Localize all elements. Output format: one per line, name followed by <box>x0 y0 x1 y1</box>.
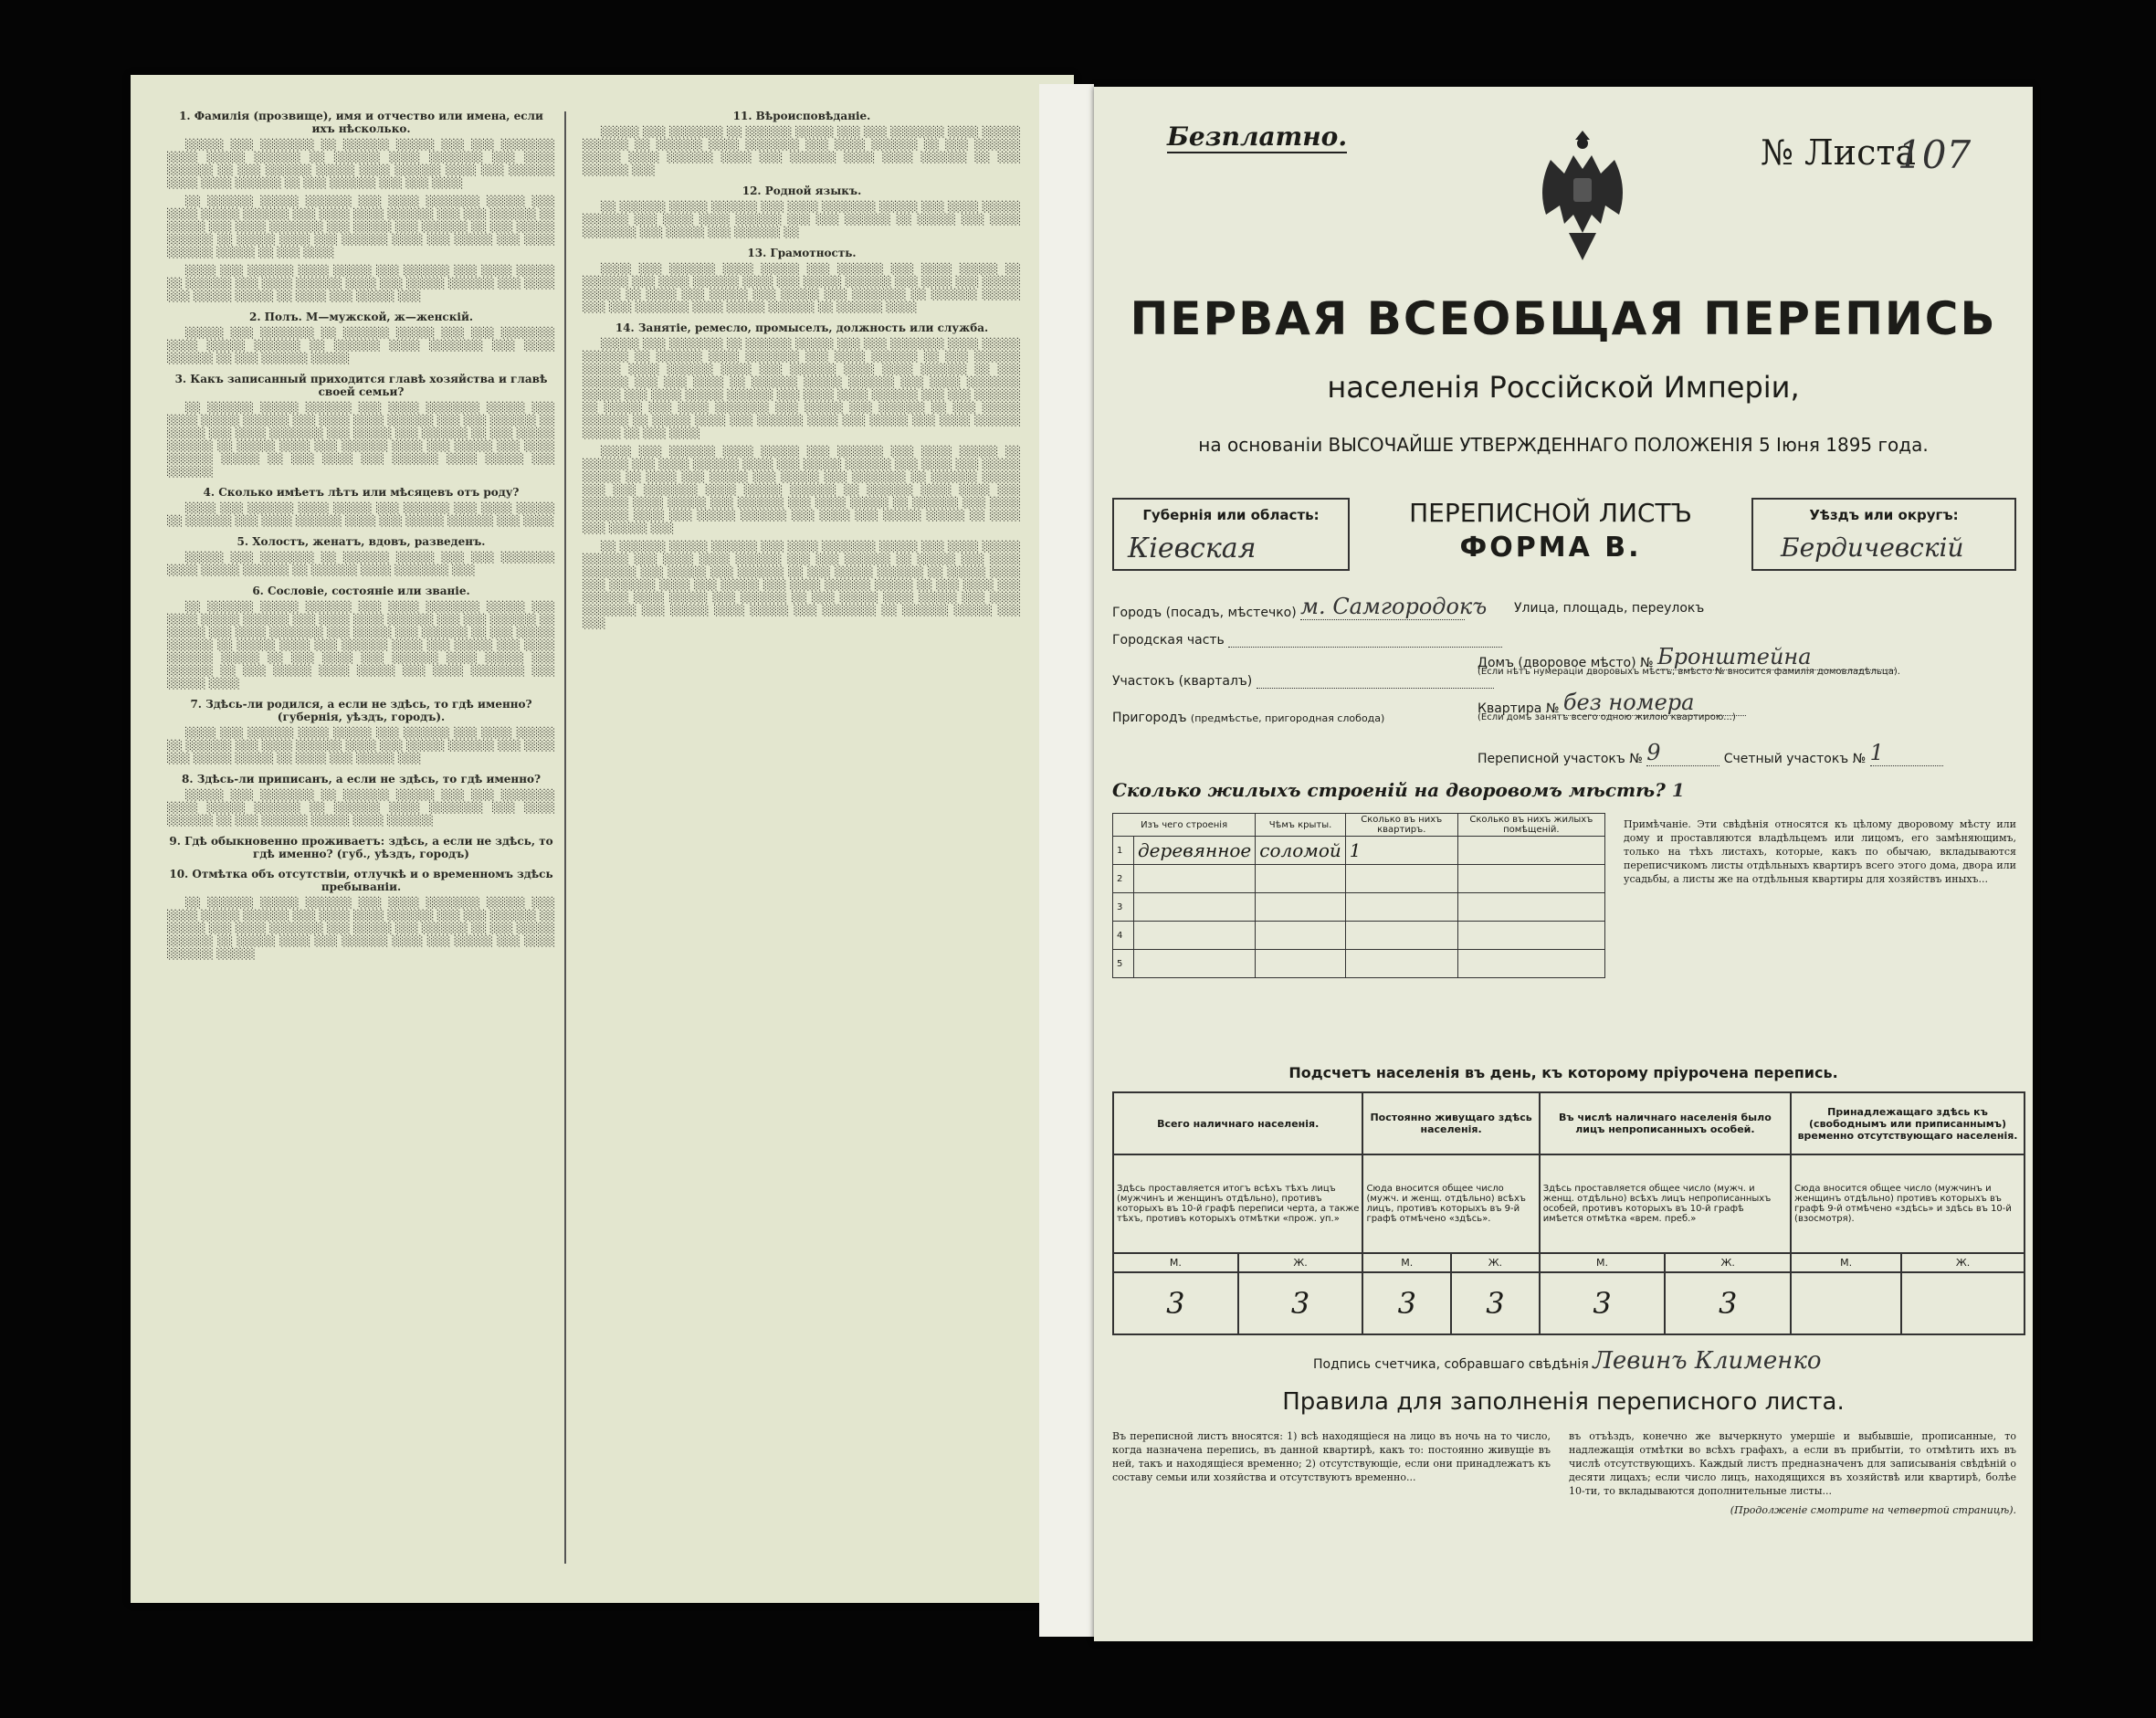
buildings-question <box>1112 779 1685 801</box>
section-heading: 2. Полъ. М—мужской, ж—женскій. <box>248 311 474 323</box>
census-title: ПЕРВАЯ ВСЕОБЩАЯ ПЕРЕПИСЬ <box>1130 292 1997 345</box>
section-heading: 11. Вѣроисповѣданіе. <box>732 110 871 122</box>
apartment-label: Квартира № <box>1478 701 1560 716</box>
suburb-field <box>1112 711 1384 725</box>
census-basis: на основаніи ВЫСОЧАЙШЕ УТВЕРЖДЕННАГО ПОЛОЖЕНІЯ 5 Іюня 1895 года. <box>1198 434 1929 456</box>
population-title: Подсчетъ населенія въ день, къ которому пріурочена перепись. <box>1288 1064 1838 1081</box>
section-heading: 14. Занятіе, ремесло, промыселъ, должность или служба. <box>615 321 989 334</box>
filler-text: ░░ ░░░░░░ ░░░░░ ░░░░░░ ░░░ ░░░░ ░░░░░░░ ░░░░░ ░░░ ░░░░ ░░░░░ ░░░░░░ ░░░ ░░░░ ░░░░ ░░░░░░ ░░░ ░░░ ░░░░░░ ░░ ░░░░░ ░░░ ░░░░ ░░░░░░░ ░░░ ░░░░░ ░░░ ░░░░░░ ░░ ░░░ ░░░░░ ░░░░░░ ░░ ░░░░░ ░░░░ ░░░ ░░░░░░ ░░░░ ░░░ ░░░░░ ░░░ ░░░░ ░░░░░░ ░░░░░ ░░ ░░░ ░░░░ ░░░ ░░░░░░ ░░░░ ░░░░░ ░░░ ░░░░░░ <box>167 402 555 478</box>
row-apartments <box>1345 950 1457 978</box>
filler-text: ░░ ░░░░░░ ░░░░░ ░░░░░░ ░░░ ░░░░ ░░░░░░░ ░░░░░ ░░░ ░░░░ ░░░░░ ░░░░░░ ░░░ ░░░░ ░░░░ ░░░░░░ ░░░ ░░░ ░░░░░░ ░░ ░░░░░ ░░░ ░░░░ ░░░░░░░ ░░░ ░░░░░ ░░░ ░░░░░░ ░░ <box>583 201 1021 238</box>
sex-label-m: М. <box>1113 1253 1238 1272</box>
house-label: Домъ (дворовое мѣсто) № <box>1478 656 1654 670</box>
row-roof: соломой <box>1256 837 1346 865</box>
pop-value: 3 <box>1540 1272 1666 1334</box>
buildings-header-material: Изъ чего строенія <box>1113 814 1256 837</box>
apartment-value: без номера <box>1562 690 1695 715</box>
counting-label: Счетный участокъ № <box>1723 752 1867 766</box>
row-rooms <box>1457 922 1604 950</box>
sex-label-m: М. <box>1540 1253 1666 1272</box>
buildings-header-apartments: Сколько въ нихъ квартиръ. <box>1345 814 1457 837</box>
buildings-row <box>1113 837 1605 865</box>
row-apartments <box>1345 893 1457 922</box>
quarter-field <box>1112 674 1494 689</box>
buildings-row <box>1113 950 1605 978</box>
census-subtitle: населенія Россійской Имперіи, <box>1327 370 1800 405</box>
signature-value: Левинъ Клименко <box>1593 1347 1822 1375</box>
signature-label: Подпись счетчика, собравшаго свѣдѣнія <box>1313 1357 1589 1372</box>
buildings-header-rooms: Сколько въ нихъ жилыхъ помѣщеній. <box>1457 814 1604 837</box>
row-apartments <box>1345 922 1457 950</box>
buildings-row <box>1113 893 1605 922</box>
filler-text: ░░░░░ ░░░ ░░░░░░░ ░░ ░░░░░░ ░░░░░ ░░░ ░░░ ░░░░░░░ ░░░░ ░░░░░ ░░░░░░ ░░ ░░░░░░ ░░░░ ░░░░░░░ ░░░ <box>167 552 555 576</box>
row-material <box>1134 865 1256 893</box>
uezd-value: Бердичевскій <box>1781 532 1964 563</box>
suburb-note: (предмѣстье, пригородная слобода) <box>1190 712 1385 724</box>
sheet-number-value: 107 <box>1898 132 1972 177</box>
pop-desc-permanent: Сюда вносится общее число (мужч. и женщ. отдѣльно) всѣхъ лицъ, противъ которыхъ въ 9-й графѣ отмѣчено «здѣсь». <box>1362 1154 1539 1253</box>
town-label: Городъ (посадъ, мѣстечко) <box>1112 606 1297 620</box>
quarter-label: Участокъ (кварталъ) <box>1112 674 1253 689</box>
row-material: деревянное <box>1134 837 1256 865</box>
filler-text: ░░░░ ░░░ ░░░░░░ ░░░░ ░░░░░ ░░░ ░░░░░░ ░░░ ░░░░ ░░░░░ ░░ ░░░░░░ ░░░ ░░░░ ░░░░░░ ░░░░ ░░░ ░░░░░ ░░░░░░ ░░░ ░░░░ ░░░ ░░░░░ ░░░░░ ░░ ░░░░ ░░░ ░░░░░ ░░░ ░░░░░ ░░░ ░░░░░░░ ░░ ░░░░░░ ░░░░░ ░░░ ░░░ ░░░░░░░ ░░░░ ░░░░░ ░░░░░░ ░░ ░░░░░░ ░░░░ ░░░░ ░░░ ░░░░░░ ░░░░ ░░░░░ ░░░ ░░░░░░ ░░░ ░░░░ ░░░░░ ░░ ░░░░░░ ░░░ ░░░░ ░░░░░░ ░░░░ ░░░ ░░░░░ ░░░░░░ ░░░ ░░░░ ░░░ ░░░░░ ░░░░░ ░░ ░░░░ ░░░ ░░░░░ ░░░ <box>583 446 1021 534</box>
filler-text: ░░░░ ░░░ ░░░░░░ ░░░░ ░░░░░ ░░░ ░░░░░░ ░░░ ░░░░ ░░░░░ ░░ ░░░░░░ ░░░ ░░░░ ░░░░░░ ░░░░ ░░░ ░░░░░ ░░░░░░ ░░░ ░░░░ <box>167 502 555 527</box>
buildings-header-roof: Чѣмъ крыты. <box>1256 814 1346 837</box>
sex-label-m: М. <box>1362 1253 1451 1272</box>
section-heading: 9. Гдѣ обыкновенно проживаетъ: здѣсь, а если не здѣсь, то гдѣ именно? (губ., уѣздъ, городъ) <box>169 835 553 860</box>
row-roof <box>1256 950 1346 978</box>
signature-line <box>1313 1347 1822 1375</box>
row-material <box>1134 922 1256 950</box>
row-number: 1 <box>1113 837 1134 865</box>
rules-column-1: Въ переписной листъ вносятся: 1) всѣ находящіеся на лицо въ ночь на то число, когда назначена перепись, въ данной квартирѣ, какъ то: постоянно живущіе въ ней, такъ и находящіеся временно; 2) отсутствующіе, если они принадлежатъ къ составу семьи или хозяйства и отсутствуютъ временно... <box>1112 1430 1551 1483</box>
sheet-type-line1: ПЕРЕПИСНОЙ ЛИСТЪ <box>1409 498 1692 528</box>
filler-text: ░░ ░░░░░░ ░░░░░ ░░░░░░ ░░░ ░░░░ ░░░░░░░ ░░░░░ ░░░ ░░░░ ░░░░░ ░░░░░░ ░░░ ░░░░ ░░░░ ░░░░░░ ░░░ ░░░ ░░░░░░ ░░ ░░░░░ ░░░ ░░░░ ░░░░░░░ ░░░ ░░░░░ ░░░ ░░░░░░ ░░ ░░░ ░░░░░ ░░░░░░ ░░ ░░░░░ ░░░░ ░░░ ░░░░░░ ░░░░ ░░░ ░░░░░ ░░░ ░░░░ ░░░░░░ ░░░░░ ░░ ░░░ ░░░░ ░░░ ░░░░░░ ░░░░ ░░░░░ ░░░ ░░░░░░ ░░ ░░░ ░░░░░ ░░░░ ░░░░░ ░░░ ░░░░ ░░░░░░░ ░░░ ░░░░░ ░░░░ ░░░░░ ░░░ ░░░░░░░ ░░ ░░░░░░ ░░░░░ ░░░ ░░░ <box>583 541 1021 629</box>
column-divider <box>564 111 566 1564</box>
section-heading: 6. Сословіе, состояніе или званіе. <box>252 585 470 597</box>
imperial-eagle-icon <box>1532 123 1633 269</box>
section-heading: 3. Какъ записанный приходится главѣ хозяйства и главѣ своей семьи? <box>174 373 548 398</box>
instructions-column-1 <box>167 102 555 1555</box>
sex-label-f: Ж. <box>1451 1253 1540 1272</box>
pop-desc-temporary: Здѣсь проставляется общее число (мужч. и женщ. отдѣльно) всѣхъ лицъ непрописанныхъ особей, противъ которыхъ въ 10-й графѣ имѣется отмѣтка «врем. преб.» <box>1540 1154 1791 1253</box>
filler-text: ░░░░░ ░░░ ░░░░░░░ ░░ ░░░░░░ ░░░░░ ░░░ ░░░ ░░░░░░░ ░░░░ ░░░░░ ░░░░░░ ░░ ░░░░░░ ░░░░ ░░░░░░░ ░░░ ░░░░ ░░░░░░ ░░ ░░░ ░░░░░░ ░░░░░ ░░░░ ░░░░░░ ░░░░ ░░░ ░░░░░░ ░░░░ ░░░░ ░░░░░░ ░░ ░░░ ░░░░░░ ░░░ ░░░ ░░░░ <box>167 139 555 189</box>
rules-footnote: (Продолженіе смотрите на четвертой страницѣ). <box>1730 1504 2016 1516</box>
row-apartments: 1 <box>1345 837 1457 865</box>
row-roof <box>1256 865 1346 893</box>
section-heading: 13. Грамотность. <box>747 247 857 259</box>
row-roof <box>1256 893 1346 922</box>
district-field <box>1478 740 1943 766</box>
row-roof <box>1256 922 1346 950</box>
province-value: Кіевская <box>1128 532 1257 564</box>
house-note: (Если нѣтъ нумераціи дворовыхъ мѣстъ, вмѣсто № вносится фамилія домовладѣльца). <box>1478 667 1900 677</box>
pop-header-present: Всего наличнаго населенія. <box>1113 1092 1362 1154</box>
district-value: 9 <box>1646 740 1661 765</box>
filler-text: ░░ ░░░░░░ ░░░░░ ░░░░░░ ░░░ ░░░░ ░░░░░░░ ░░░░░ ░░░ ░░░░ ░░░░░ ░░░░░░ ░░░ ░░░░ ░░░░ ░░░░░░ ░░░ ░░░ ░░░░░░ ░░ ░░░░░ ░░░ ░░░░ ░░░░░░░ ░░░ ░░░░░ ░░░ ░░░░░░ ░░ ░░░ ░░░░░ ░░░░░░ ░░ ░░░░░ ░░░░ ░░░ ░░░░░░ ░░░░ ░░░ ░░░░░ ░░░ ░░░░ ░░░░░░ ░░░░░ ░░ ░░░ ░░░░ <box>167 195 555 258</box>
free-label: Безплатно. <box>1167 121 1348 152</box>
section-heading: 4. Сколько имѣетъ лѣтъ или мѣсяцевъ отъ роду? <box>203 486 520 499</box>
row-material <box>1134 950 1256 978</box>
suburb-label: Пригородъ <box>1112 711 1187 725</box>
instructions-column-2 <box>583 102 1021 1555</box>
spine-fold <box>1039 84 1094 1637</box>
row-rooms <box>1457 950 1604 978</box>
sex-label-f: Ж. <box>1665 1253 1791 1272</box>
pop-header-absent: Принадлежащаго здѣсь къ (свободнымъ или приписаннымъ) временно отсутствующаго населенія. <box>1791 1092 2025 1154</box>
row-rooms <box>1457 837 1604 865</box>
row-apartments <box>1345 865 1457 893</box>
row-number: 4 <box>1113 922 1134 950</box>
sheet-number-label: № Листа <box>1761 132 1917 173</box>
buildings-row <box>1113 922 1605 950</box>
filler-text: ░░ ░░░░░░ ░░░░░ ░░░░░░ ░░░ ░░░░ ░░░░░░░ ░░░░░ ░░░ ░░░░ ░░░░░ ░░░░░░ ░░░ ░░░░ ░░░░ ░░░░░░ ░░░ ░░░ ░░░░░░ ░░ ░░░░░ ░░░ ░░░░ ░░░░░░░ ░░░ ░░░░░ ░░░ ░░░░░░ ░░ ░░░ ░░░░░ ░░░░░░ ░░ ░░░░░ ░░░░ ░░░ ░░░░░░ ░░░░ ░░░ ░░░░░ ░░░ ░░░░ ░░░░░░ ░░░░░ ░░ ░░░ ░░░░ ░░░ ░░░░░░ ░░░░ ░░░░░ ░░░ ░░░░░░ ░░ ░░░ ░░░░░ ░░░░ ░░░░░ ░░░ ░░░░ ░░░░░░░ ░░░ ░░░░░ ░░░░ <box>167 601 555 690</box>
sheet-type <box>1359 498 1742 564</box>
row-number: 3 <box>1113 893 1134 922</box>
population-table <box>1112 1091 2025 1335</box>
buildings-question-text: Сколько жилыхъ строеній на дворовомъ мѣстѣ? <box>1112 779 1666 801</box>
pop-value: 3 <box>1451 1272 1540 1334</box>
section-heading: 5. Холостъ, женатъ, вдовъ, разведенъ. <box>237 535 486 548</box>
house-value: Бронштейна <box>1657 644 1812 669</box>
district-label: Переписной участокъ № <box>1478 752 1643 766</box>
filler-text: ░░░░░ ░░░ ░░░░░░░ ░░ ░░░░░░ ░░░░░ ░░░ ░░░ ░░░░░░░ ░░░░ ░░░░░ ░░░░░░ ░░ ░░░░░░ ░░░░ ░░░░░░░ ░░░ ░░░░ ░░░░░░ ░░ ░░░ ░░░░░░ ░░░░░ <box>167 327 555 364</box>
pop-desc-present: Здѣсь проставляется итогъ всѣхъ тѣхъ лицъ (мужчинъ и женщинъ отдѣльно), противъ которыхъ въ 10-й графѣ переписи черта, а также тѣхъ, противъ которыхъ отмѣтки «прож. уп.» <box>1113 1154 1362 1253</box>
pop-value: 3 <box>1238 1272 1363 1334</box>
left-page <box>131 75 1074 1603</box>
filler-text: ░░ ░░░░░░ ░░░░░ ░░░░░░ ░░░ ░░░░ ░░░░░░░ ░░░░░ ░░░ ░░░░ ░░░░░ ░░░░░░ ░░░ ░░░░ ░░░░ ░░░░░░ ░░░ ░░░ ░░░░░░ ░░ ░░░░░ ░░░ ░░░░ ░░░░░░░ ░░░ ░░░░░ ░░░ ░░░░░░ ░░ ░░░ ░░░░░ ░░░░░░ ░░ ░░░░░ ░░░░ ░░░ ░░░░░░ ░░░░ ░░░ ░░░░░ ░░░ ░░░░ ░░░░░░ ░░░░░ <box>167 897 555 960</box>
rules-column-2-text: въ отъѣздъ, конечно же вычеркнуто умершіе и выбывшіе, прописанные, то надлежащія отмѣтки во всѣхъ графахъ, а если въ прибытіи, то отмѣтить ихъ въ числѣ отсутствующихъ. Каждый листъ предназначенъ для записыванія свѣдѣній о десяти лицахъ; если число лицъ, находящихся въ хозяйствѣ или квартирѣ, болѣе 10-ти, то вкладываются дополнительные листы... <box>1569 1430 2016 1497</box>
filler-text: ░░░░░ ░░░ ░░░░░░░ ░░ ░░░░░░ ░░░░░ ░░░ ░░░ ░░░░░░░ ░░░░ ░░░░░ ░░░░░░ ░░ ░░░░░░ ░░░░ ░░░░░░░ ░░░ ░░░░ ░░░░░░ ░░ ░░░ ░░░░░░ ░░░░░ ░░░░ ░░░░░░ ░░░░ ░░░ ░░░░░░ ░░░░ ░░░░ ░░░░░░ ░░ ░░░ ░░░░░░ ░░░ <box>583 126 1021 176</box>
apartment-note: (Если домъ занятъ всего одною жилою квартирою...) <box>1478 712 1736 722</box>
street-label: Улица, площадь, переулокъ <box>1514 601 1705 616</box>
row-number: 5 <box>1113 950 1134 978</box>
pop-header-temporary: Въ числѣ наличнаго населенія было лицъ непрописанныхъ особей. <box>1540 1092 1791 1154</box>
pop-header-permanent: Постоянно живущаго здѣсь населенія. <box>1362 1092 1539 1154</box>
row-material <box>1134 893 1256 922</box>
sheet-type-line2: ФОРМА В. <box>1459 532 1642 564</box>
section-heading: 7. Здѣсь-ли родился, а если не здѣсь, то гдѣ именно? (губернія, уѣздъ, городъ). <box>190 698 532 723</box>
row-number: 2 <box>1113 865 1134 893</box>
rules-column-2 <box>1569 1429 2016 1630</box>
pop-value <box>1901 1272 2025 1334</box>
buildings-table <box>1112 813 1605 978</box>
filler-text: ░░░░░ ░░░ ░░░░░░░ ░░ ░░░░░░ ░░░░░ ░░░ ░░░ ░░░░░░░ ░░░░ ░░░░░ ░░░░░░ ░░ ░░░░░░ ░░░░ ░░░░░░░ ░░░ ░░░░ ░░░░░░ ░░ ░░░ ░░░░░░ ░░░░░ ░░░░ ░░░░░░ <box>167 789 555 827</box>
section-heading: 8. Здѣсь-ли приписанъ, а если не здѣсь, то гдѣ именно? <box>181 773 542 785</box>
filler-text: ░░░░ ░░░ ░░░░░░ ░░░░ ░░░░░ ░░░ ░░░░░░ ░░░ ░░░░ ░░░░░ ░░ ░░░░░░ ░░░ ░░░░ ░░░░░░ ░░░░ ░░░ ░░░░░ ░░░░░░ ░░░ ░░░░ ░░░ ░░░░░ ░░░░░ ░░ ░░░░ ░░░ ░░░░░ ░░░ <box>167 265 555 302</box>
section-heading: 12. Родной языкъ. <box>741 184 862 197</box>
row-rooms <box>1457 893 1604 922</box>
part-field <box>1112 633 1502 648</box>
pop-value: 3 <box>1362 1272 1451 1334</box>
buildings-row <box>1113 865 1605 893</box>
filler-text: ░░░░ ░░░ ░░░░░░ ░░░░ ░░░░░ ░░░ ░░░░░░ ░░░ ░░░░ ░░░░░ ░░ ░░░░░░ ░░░ ░░░░ ░░░░░░ ░░░░ ░░░ ░░░░░ ░░░░░░ ░░░ ░░░░ ░░░ ░░░░░ ░░░░░ ░░ ░░░░ ░░░ ░░░░░ ░░░ <box>167 727 555 764</box>
province-label: Губернія или область: <box>1142 507 1320 523</box>
section-heading: 10. Отмѣтка объ отсутствіи, отлучкѣ и о временномъ здѣсь пребываніи. <box>169 868 553 893</box>
pop-value: 3 <box>1665 1272 1791 1334</box>
town-value: м. Самгородокъ <box>1300 594 1488 619</box>
row-rooms <box>1457 865 1604 893</box>
province-box <box>1112 498 1350 571</box>
sex-label-f: Ж. <box>1238 1253 1363 1272</box>
pop-desc-absent: Сюда вносится общее число (мужчинъ и женщинъ отдѣльно) противъ которыхъ въ графѣ 9-й отмѣчено «здѣсь» и здѣсь въ 10-й (взосмотря). <box>1791 1154 2025 1253</box>
rules-title: Правила для заполненія переписного листа. <box>1282 1388 1845 1416</box>
buildings-count: 1 <box>1671 779 1685 801</box>
uezd-box <box>1751 498 2016 571</box>
street-field <box>1514 601 1704 616</box>
pop-value: 3 <box>1113 1272 1238 1334</box>
pop-value <box>1791 1272 1901 1334</box>
right-page <box>1094 87 2033 1641</box>
sex-label-m: М. <box>1791 1253 1901 1272</box>
counting-value: 1 <box>1869 740 1884 765</box>
sex-label-f: Ж. <box>1901 1253 2025 1272</box>
section-heading: 1. Фамилія (прозвище), имя и отчество или имена, если ихъ нѣсколько. <box>179 110 543 135</box>
town-field <box>1112 594 1488 620</box>
buildings-remark: Примѣчаніе. Эти свѣдѣнія относятся къ цѣлому дворовому мѣсту или дому и проставляются владѣльцемъ или лицомъ, его замѣняющимъ, только на тѣхъ листахъ, которые, какъ по обычаю, вкладываются переписчикомъ листы отдѣльныхъ квартиръ всего этого дома, двора или усадьбы, а листы же на отдѣльныя квартиры для хозяйствъ иныхъ... <box>1624 818 2016 885</box>
part-label: Городская часть <box>1112 633 1225 648</box>
buildings-body <box>1113 837 1605 978</box>
uezd-label: Уѣздъ или округъ: <box>1809 507 1959 523</box>
filler-text: ░░░░ ░░░ ░░░░░░ ░░░░ ░░░░░ ░░░ ░░░░░░ ░░░ ░░░░ ░░░░░ ░░ ░░░░░░ ░░░ ░░░░ ░░░░░░ ░░░░ ░░░ ░░░░░ ░░░░░░ ░░░ ░░░░ ░░░ ░░░░░ ░░░░░ ░░ ░░░░ ░░░ ░░░░░ ░░░ ░░░░░ ░░░ ░░░░░░░ ░░ ░░░░░░ ░░░░░ ░░░ ░░░ ░░░░░░░ ░░░░ ░░░░░ ░░░░░░ ░░ ░░░░░░ ░░░░ <box>583 263 1021 313</box>
filler-text: ░░░░░ ░░░ ░░░░░░░ ░░ ░░░░░░ ░░░░░ ░░░ ░░░ ░░░░░░░ ░░░░ ░░░░░ ░░░░░░ ░░ ░░░░░░ ░░░░ ░░░░░░░ ░░░ ░░░░ ░░░░░░ ░░ ░░░ ░░░░░░ ░░░░░ ░░░░ ░░░░░░ ░░░░ ░░░ ░░░░░░ ░░░░ ░░░░ ░░░░░░ ░░ ░░░ ░░░░░░ ░░░ ░░░ ░░░░ ░░ ░░░░░░ ░░░░░ ░░░░░░ ░░░ ░░░░ ░░░░░░░ ░░░░░ ░░░ ░░░░ ░░░░░ ░░░░░░ ░░░ ░░░░ ░░░░ ░░░░░░ ░░░ ░░░ ░░░░░░ ░░ ░░░░░ ░░░ ░░░░ ░░░░░░░ ░░░ ░░░░░ ░░░ ░░░░░░ ░░ ░░░ ░░░░░ ░░░░░░ ░░ ░░░░░ ░░░░ ░░░ ░░░░░░ ░░░░ ░░░ ░░░░░ ░░░ ░░░░ ░░░░░░ ░░░░░ ░░ ░░░ ░░░░ <box>583 338 1021 439</box>
